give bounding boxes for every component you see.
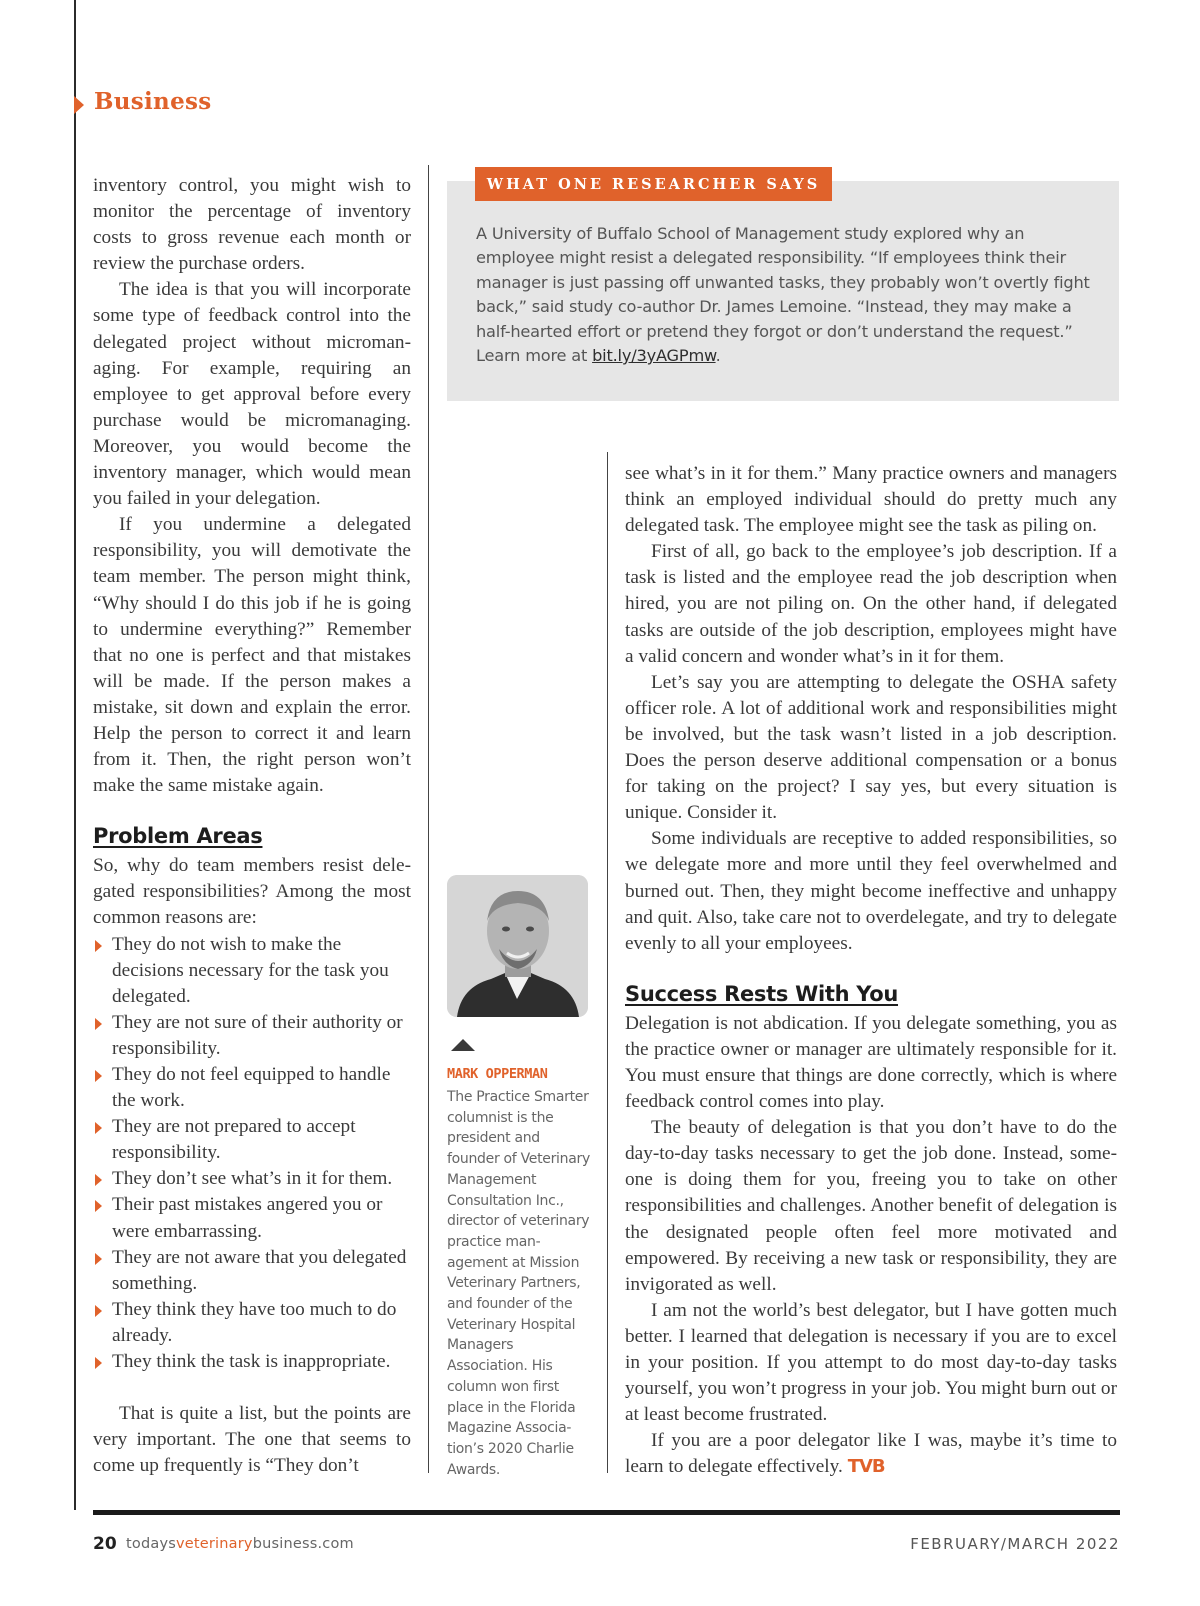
sidebar-link[interactable]: bit.ly/3yAGPmw [592, 346, 716, 366]
sidebar-text [476, 222, 1106, 368]
section-arrow-icon [74, 96, 84, 114]
subhead-problem-areas: Problem Areas [93, 824, 263, 849]
list-item [93, 1166, 411, 1192]
section-title: Business [94, 88, 212, 115]
list-item [93, 1114, 411, 1166]
sidebar-body: A University of Buffalo School of Management study explored why an employee might resist a delegated responsibility. “If employees think their manager is just passing off unwanted tasks, they probably won’t overtly fight back,” said study co-author Dr. James Lemoine. “Instead, they may make a half-hearted effort or pretend they forgot or don’t understand the request.” Learn more at [476, 224, 1090, 366]
reasons-list [93, 932, 411, 1376]
paragraph: Let’s say you are attempting to delegate the OSHA safety officer role. A lot of additional work and responsibilities might be involved, but the task wasn’t listed in a job description. Does the person deserve additional compensation or a bonus for taking on the project? I say yes, but every situation is unique. Consider it. [625, 671, 1117, 824]
bullet-arrow-icon [95, 1174, 102, 1186]
author-bio: The Practice Smarter columnist is the president and founder of Veterinary Management Consultation Inc., director of veterinary practice management at Mission Veterinary Partners, and founder of the Veterinary Hospital Managers Association. His column won first place in the Florida Magazine Association’s 2020 Charlie Awards. [447, 1089, 590, 1478]
paragraph: The idea is that you will incorporate some type of feedback control into the delegated project without micromanaging. For example, requiring an employee to get approval before every purchase would be micromanaging. Moreover, you would become the inventory manager, which would mean you failed in your delegation. [93, 279, 411, 510]
bullet-arrow-icon [95, 1018, 102, 1030]
list-item [93, 932, 411, 1010]
list-item-text: They are not aware that you delegated something. [112, 1246, 407, 1294]
list-item [93, 1062, 411, 1114]
bullet-arrow-icon [95, 1305, 102, 1317]
list-item-text: They are not sure of their authority or responsibility. [112, 1011, 403, 1059]
site-suffix: business.com [252, 1536, 354, 1552]
bullet-arrow-icon [95, 1122, 102, 1134]
list-item-text: Their past mistakes angered you or were embarrassing. [112, 1194, 383, 1242]
sidebar-end: . [715, 346, 721, 366]
paragraph-text: If you are a poor delegator like I was, maybe it’s time to learn to delegate effectively. [625, 1430, 1117, 1478]
paragraph: So, why do team members resist delegated responsibilities? Among the most common reasons are: [93, 855, 411, 929]
list-item [93, 1192, 411, 1244]
site-accent: veterinary [175, 1536, 253, 1552]
author-portrait-image [447, 875, 588, 1017]
paragraph: That is quite a list, but the points are very important. The one that seems to come up frequently is “They don’t [93, 1403, 411, 1477]
issue-date: FEBRUARY/MARCH 2022 [910, 1535, 1120, 1553]
paragraph: inventory control, you might wish to monitor the percentage of inventory costs to gross revenue each month or review the purchase orders. [93, 175, 411, 275]
subhead-success: Success Rests With You [625, 981, 899, 1006]
column-divider [607, 452, 608, 1473]
spacer [93, 1375, 411, 1401]
paragraph [625, 1428, 1117, 1480]
site-url [126, 1536, 354, 1552]
site-prefix: todays [126, 1536, 176, 1552]
bullet-arrow-icon [95, 1200, 102, 1212]
bullet-arrow-icon [95, 940, 102, 952]
column-divider [428, 165, 429, 1473]
list-item-text: They don’t see what’s in it for them. [112, 1168, 393, 1190]
page-number: 20 [93, 1534, 117, 1554]
list-item-text: They think the task is inappropriate. [112, 1351, 391, 1373]
left-margin-rule [74, 0, 76, 1510]
paragraph: If you undermine a delegated responsibility, you will demotivate the team member. The person might think, “Why should I do this job if he is going to undermine everything?” Remember that no one is perfect and that mistakes will be made. If the person makes a mistake, sit down and explain the error. Help the person to correct it and learn from it. Then, the right person won’t make the same mistake again. [93, 514, 411, 797]
paragraph: First of all, go back to the employee’s job description. If a task is listed and the employee read the job description when hired, you are not piling on. On the other hand, if delegated tasks are outside of the job description, employees might have a valid concern and wonder what’s in it for them. [625, 541, 1117, 667]
author-photo [447, 875, 588, 1017]
caret-up-icon [451, 1039, 475, 1051]
column-3 [625, 461, 1117, 1480]
paragraph: Some individuals are receptive to added responsibilities, so we delegate more and more until they feel overwhelmed and burned out. Then, they might become ineffective and unhappy and quit. Also, take care not to overdelegate, and try to delegate evenly to all your employees. [625, 828, 1117, 954]
footer-rule [93, 1510, 1120, 1515]
sidebar-tab-label: WHAT ONE RESEARCHER SAYS [475, 167, 832, 201]
list-item [93, 1010, 411, 1062]
bullet-arrow-icon [95, 1357, 102, 1369]
bullet-arrow-icon [95, 1070, 102, 1082]
list-item [93, 1245, 411, 1297]
paragraph: I am not the world’s best delegator, but I have gotten much better. I learned that delegation is necessary if you are to excel in your position. If you attempt to do most day-to-day tasks yourself, you won’t progress in your job. You might burn out or at least become frustrated. [625, 1299, 1117, 1426]
list-item [93, 1297, 411, 1349]
column-1 [93, 173, 411, 1479]
list-item-text: They think they have too much to do already. [112, 1298, 397, 1346]
author-name: MARK OPPERMAN [447, 1066, 548, 1082]
bullet-arrow-icon [95, 1253, 102, 1265]
list-item-text: They do not feel equipped to handle the work. [112, 1064, 391, 1112]
tvb-end-mark: TVB [847, 1456, 885, 1478]
paragraph: see what’s in it for them.” Many practice owners and managers think an employed individual should do pretty much any delegated task. The employee might see the task as piling on. [625, 463, 1117, 537]
paragraph: Delegation is not abdication. If you delegate something, you as the practice owner or manager are ultimately responsible for it. You must ensure that things are done correctly, which is where feedback control comes into play. [625, 1012, 1117, 1113]
list-item-text: They do not wish to make the decisions necessary for the task you delegated. [112, 933, 389, 1007]
list-item-text: They are not prepared to accept responsibility. [112, 1116, 356, 1164]
paragraph: The beauty of delegation is that you don’t have to do the day-to-day tasks necessary to get the job done. Instead, someone is doing them for you, freeing you to take on other responsibilities and challenges. Another benefit of delegation is the designated people often feel more motivated and empowered. By receiving a new task or responsibility, they are invigorated as well. [625, 1117, 1117, 1295]
list-item [93, 1349, 411, 1375]
